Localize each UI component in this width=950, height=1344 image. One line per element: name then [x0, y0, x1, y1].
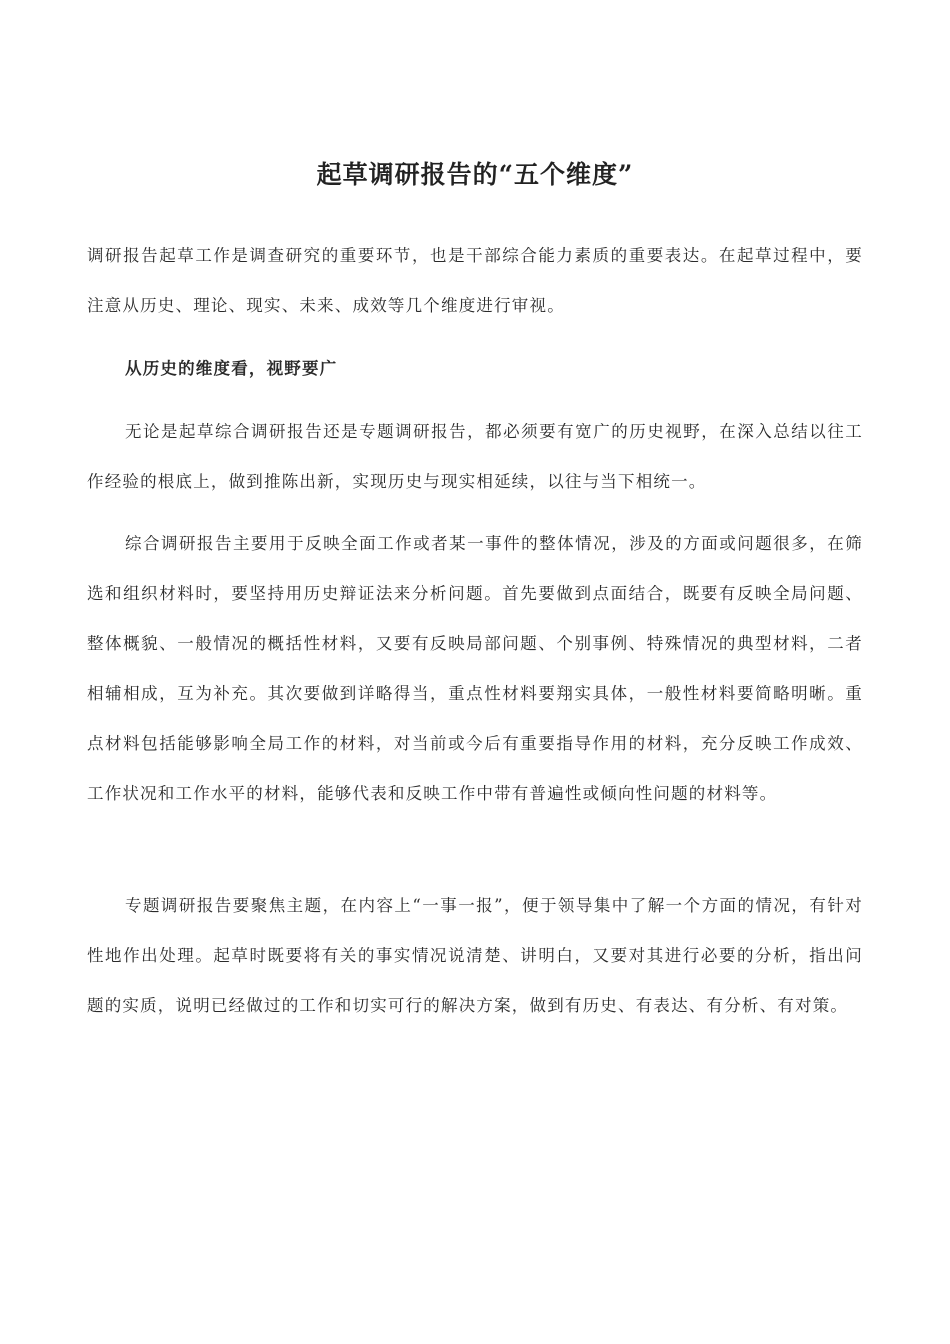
document-title: 起草调研报告的“五个维度”: [316, 160, 634, 189]
paragraph-2: 综合调研报告主要用于反映全面工作或者某一事件的整体情况，涉及的方面或问题很多，在筛选和组织材料时，要坚持用历史辩证法来分析问题。首先要做到点面结合，既要有反映全局问题、整体概貌、一般情况的概括性材料，又要有反映局部问题、个别事例、特殊情况的典型材料，二者相辅相成，互为补充。其次要做到详略得当，重点性材料要翔实具体，一般性材料要简略明晰。重点材料包括能够影响全局工作的材料，对当前或今后有重要指导作用的材料，充分反映工作成效、工作状况和工作水平的材料，能够代表和反映工作中带有普遍性或倾向性问题的材料等。: [87, 534, 863, 803]
intro-paragraph: 调研报告起草工作是调查研究的重要环节，也是干部综合能力素质的重要表达。在起草过程中，要注意从历史、理论、现实、未来、成效等几个维度进行审视。: [87, 246, 863, 315]
paragraph-1: 无论是起草综合调研报告还是专题调研报告，都必须要有宽广的历史视野，在深入总结以往工作经验的根底上，做到推陈出新，实现历史与现实相延续，以往与当下相统一。: [87, 422, 863, 491]
section-heading: 从历史的维度看，视野要广: [125, 359, 338, 378]
paragraph-3: 专题调研报告要聚焦主题，在内容上“一事一报”，便于领导集中了解一个方面的情况，有针对性地作出处理。起草时既要将有关的事实情况说清楚、讲明白，又要对其进行必要的分析，指出问题的实质，说明已经做过的工作和切实可行的解决方案，做到有历史、有表达、有分析、有对策。: [87, 896, 863, 1015]
